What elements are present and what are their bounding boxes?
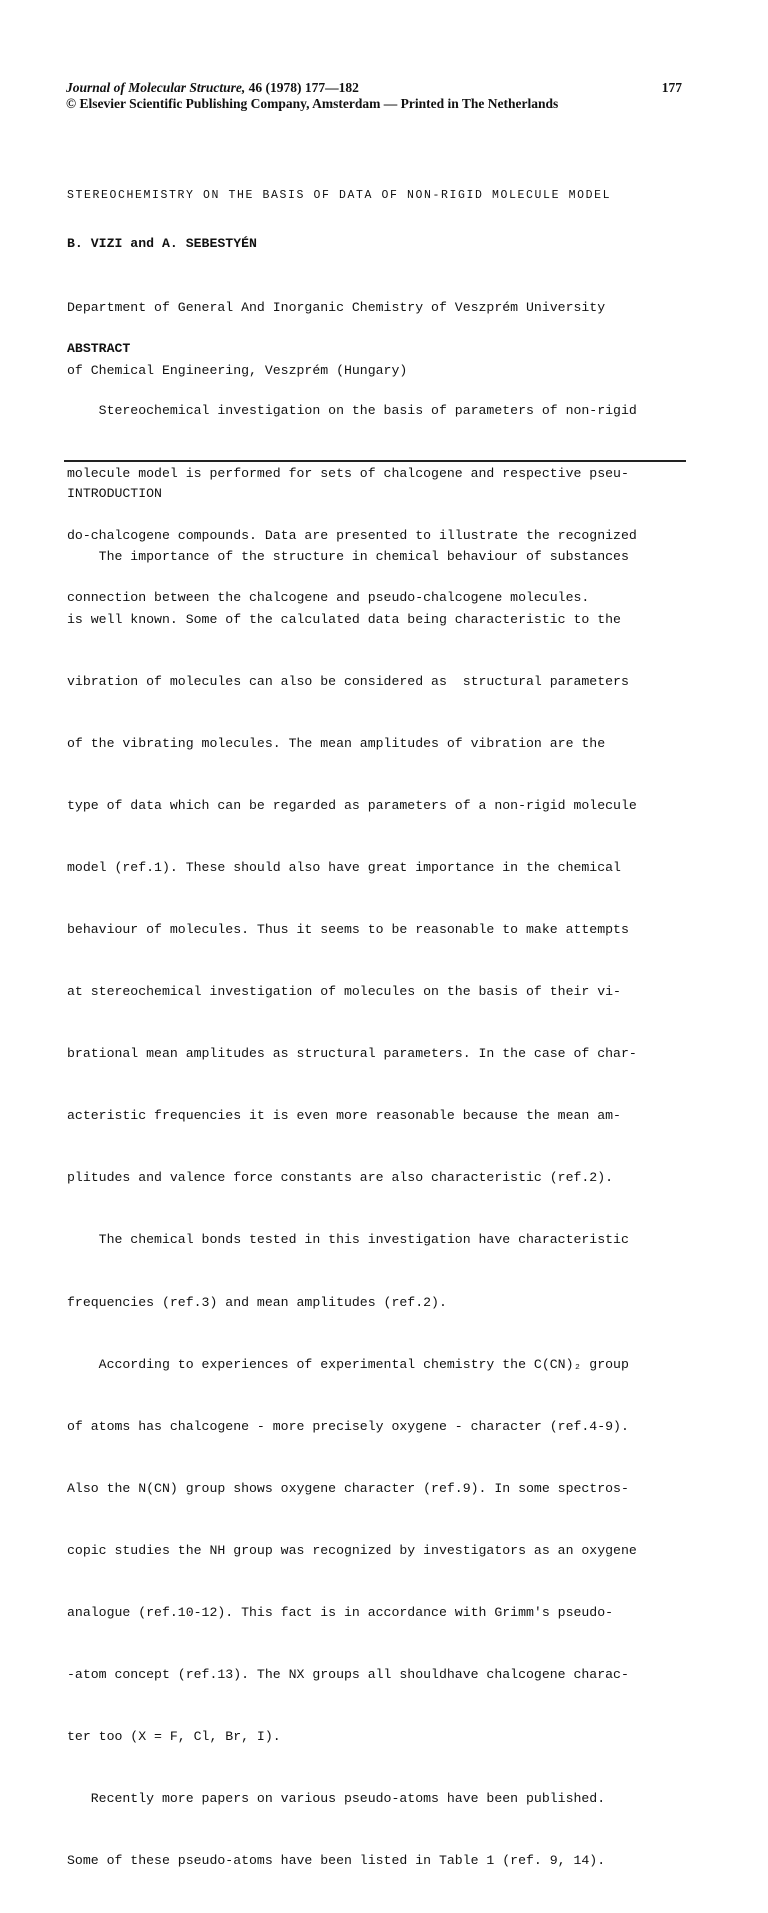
introduction-line: behaviour of molecules. Thus it seems to be reasonable to make attempts	[67, 921, 629, 937]
introduction-line: analogue (ref.10-12). This fact is in accordance with Grimm's pseudo-	[67, 1605, 614, 1620]
introduction-line: -atom concept (ref.13). The NX groups all shouldhave chalcogene charac-	[67, 1667, 629, 1683]
introduction-line: at stereochemical investigation of molecules on the basis of their vi-	[67, 984, 621, 1000]
introduction-heading: INTRODUCTION	[67, 486, 162, 501]
abstract-line: Stereochemical investigation on the basis of parameters of non-rigid	[67, 403, 637, 419]
introduction-line: The chemical bonds tested in this investigation have characteristic	[67, 1232, 629, 1248]
abstract-line: connection between the chalcogene and pseudo-chalcogene molecules.	[67, 589, 590, 605]
introduction-line: The importance of the structure in chemical behaviour of substances	[67, 549, 629, 565]
abstract-line: do-chalcogene compounds. Data are presented to illustrate the recognized	[67, 527, 637, 543]
publisher-line: © Elsevier Scientific Publishing Company, Amsterdam — Printed in The Netherlands	[66, 96, 559, 111]
introduction-line: brational mean amplitudes as structural parameters. In the case of char-	[67, 1046, 637, 1062]
introduction-line: frequencies (ref.3) and mean amplitudes (ref.2).	[67, 1294, 447, 1310]
affiliation-line: Department of General And Inorganic Chemistry of Veszprém University	[67, 300, 606, 316]
article-title: STEREOCHEMISTRY ON THE BASIS OF DATA OF NON-RIGID MOLECULE MODEL	[67, 189, 612, 202]
introduction-line: Recently more papers on various pseudo-atoms have been published.	[67, 1791, 606, 1807]
introduction-line: type of data which can be regarded as parameters of a non-rigid molecule	[67, 797, 637, 813]
introduction-line: According to experiences of experimental chemistry the C(CN)₂ group	[67, 1356, 629, 1372]
introduction-line: copic studies the NH group was recognized by investigators as an oxygene	[67, 1542, 637, 1558]
introduction-line: model (ref.1). These should also have great importance in the chemical	[67, 859, 621, 875]
author-list: B. VIZI and A. SEBESTYÉN	[67, 236, 257, 251]
introduction-body	[67, 506, 637, 1913]
introduction-line: Some of these pseudo-atoms have been listed in Table 1 (ref. 9, 14).	[67, 1853, 606, 1869]
introduction-line: plitudes and valence force constants are also characteristic (ref.2).	[67, 1170, 614, 1186]
introduction-line: ter too (X = F, Cl, Br, I).	[67, 1729, 281, 1745]
journal-citation	[66, 80, 686, 96]
introduction-line: acteristic frequencies it is even more reasonable because the mean am-	[67, 1108, 621, 1124]
journal-volume-pages: 46 (1978) 177—182	[245, 80, 359, 95]
introduction-line: Also the N(CN) group shows oxygene character (ref.9). In some spectros-	[67, 1480, 629, 1496]
section-divider	[64, 460, 686, 462]
affiliation-line: of Chemical Engineering, Veszprém (Hungary)	[67, 362, 408, 378]
introduction-line: vibration of molecules can also be considered as structural parameters	[67, 673, 629, 689]
introduction-line: of atoms has chalcogene - more precisely oxygene - character (ref.4-9).	[67, 1418, 629, 1434]
introduction-line: is well known. Some of the calculated data being characteristic to the	[67, 611, 621, 627]
abstract-line: molecule model is performed for sets of chalcogene and respective pseu-	[67, 465, 629, 481]
introduction-line: of the vibrating molecules. The mean amplitudes of vibration are the	[67, 735, 606, 751]
abstract-heading: ABSTRACT	[67, 341, 131, 356]
page-number: 177	[661, 80, 682, 95]
journal-title: Journal of Molecular Structure,	[66, 80, 246, 95]
